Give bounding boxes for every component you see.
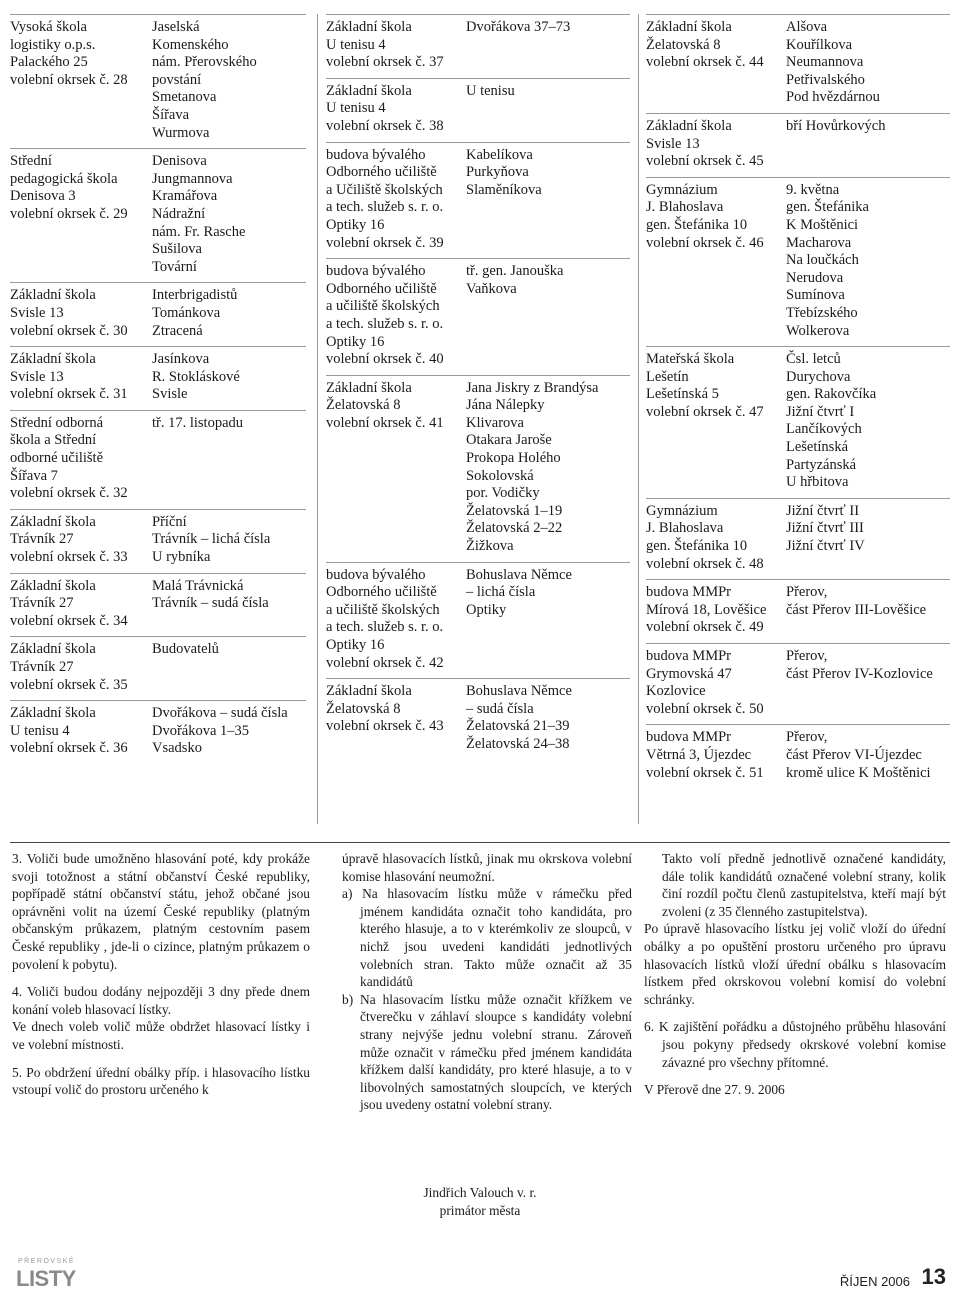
polling-station: Základní škola Svisle 13 volební okrsek č. 31 <box>10 351 128 403</box>
polling-station: budova bývalého Odborného učiliště a učiliště školských a tech. služeb s. r. o. Optiky 16 volební okrsek č. 42 <box>326 566 444 671</box>
polling-station: Gymnázium J. Blahoslava gen. Štefánika 10 volební okrsek č. 46 <box>646 181 764 251</box>
instruction-5b-cont: Takto volí předně jednotlivě označené kandidáty, dále tolik kandidátů označené volební strany, kolik činí rozdíl počtu členů zastupitelstva, kteří mají být zvoleni (z 35 členného zastupitelstva). <box>662 851 946 919</box>
district-entry <box>646 644 950 725</box>
street-list: Přerov, část Přerov IV-Kozlovice <box>786 648 933 682</box>
polling-station: budova bývalého Odborného učiliště a Učiliště školských a tech. služeb s. r. o. Optiky 16 volební okrsek č. 39 <box>326 146 444 251</box>
instruction-5b: b) Na hlasovacím lístku může označit křížkem ve čtverečku v záhlaví sloupce s kandidáty volební strany nejvýše jednu volební stranu. Zároveň může označit v rámečku před jménem kandidáta křížkem další kandidáty, pro které hlasuje, a to v libovolných samostatných sloupcích, ve kterých jsou uvedeny ostatní volební strany. <box>342 991 632 1113</box>
district-entry <box>326 679 630 759</box>
district-entry <box>646 580 950 644</box>
polling-station: Základní škola Želatovská 8 volební okrsek č. 44 <box>646 19 764 71</box>
district-entry <box>10 510 306 574</box>
street-list: Bohuslava Němce – sudá čísla Želatovská 21–39 Želatovská 24–38 <box>466 683 572 752</box>
polling-station: Střední pedagogická škola Denisova 3 volební okrsek č. 29 <box>10 153 128 222</box>
instruction-4-note: Ve dnech voleb volič může obdržet hlasovací lístky i ve volební místnosti. <box>12 1019 310 1052</box>
polling-station: budova MMPr Grymovská 47 Kozlovice volební okrsek č. 50 <box>646 648 764 717</box>
polling-station: Základní škola Svisle 13 volební okrsek č. 30 <box>10 287 128 339</box>
polling-station: Základní škola U tenisu 4 volební okrsek č. 38 <box>326 82 444 134</box>
district-entry <box>646 114 950 178</box>
instructions-column-3 <box>644 850 946 1109</box>
district-entry <box>326 15 630 79</box>
polling-station: Základní škola U tenisu 4 volební okrsek č. 36 <box>10 705 128 757</box>
polling-station: Základní škola Želatovská 8 volební okrsek č. 43 <box>326 683 444 735</box>
publication-logo: LISTY <box>16 1266 76 1291</box>
district-entry <box>10 283 306 347</box>
street-list: Čsl. letců Durychova gen. Rakovčíka Jižní čtvrť I Lančíkových Lešetínská Partyzánská U hřbitova <box>786 351 877 491</box>
street-list: Přerov, část Přerov III-Lověšice <box>786 584 927 618</box>
polling-station: Základní škola Želatovská 8 volební okrsek č. 41 <box>326 379 444 431</box>
page-number: 13 <box>921 1264 946 1289</box>
street-list: bří Hovůrkových <box>786 117 886 134</box>
column-divider <box>317 14 318 824</box>
street-list: Přerov, část Přerov VI-Újezdec kromě ulice K Moštěnici <box>786 729 931 781</box>
district-entry <box>10 15 306 149</box>
instruction-5-cont: úpravě hlasovacích lístků, jinak mu okrskova volební komise hlasování neumožní. <box>342 851 632 884</box>
street-list: Bohuslava Němce – lichá čísla Optiky <box>466 566 572 618</box>
signature-block <box>380 1184 580 1220</box>
instruction-5-final: Po úpravě hlasovacího lístku jej volič vloží do úřední obálky a po opuštění prostoru určeného pro úpravu hlasovacích lístků vloží úřední obálku s hlasovacím lístkem před okrskovou volební komisí do volební schránky. <box>644 921 946 1007</box>
polling-station: Střední odborná škola a Střední odborné učiliště Šířava 7 volební okrsek č. 32 <box>10 414 128 502</box>
instruction-5: 5. Po obdržení úřední obálky příp. i hlasovacího lístku vstoupí volič do prostoru určeného k <box>12 1064 310 1098</box>
polling-station: Základní škola Trávník 27 volební okrsek č. 33 <box>10 513 128 566</box>
street-list: Dvořákova 37–73 <box>466 19 571 35</box>
district-column-1 <box>10 14 306 825</box>
street-list: 9. května gen. Štefánika K Moštěnici Macharova Na loučkách Nerudova Sumínova Třebízského Wolkerova <box>786 181 869 339</box>
district-entry <box>646 347 950 499</box>
street-list: U tenisu <box>466 82 515 99</box>
instructions-column-2 <box>342 850 632 1124</box>
district-entry <box>10 411 306 510</box>
instructions-column-1 <box>12 850 310 1109</box>
signatory-title: primátor města <box>439 1203 521 1218</box>
logo-subtitle: PŘEROVSKÉ <box>18 1258 76 1265</box>
district-column-2 <box>326 14 630 825</box>
street-list: tř. 17. listopadu <box>152 414 244 431</box>
polling-station: budova MMPr Mírová 18, Lověšice volební okrsek č. 49 <box>646 584 767 636</box>
column-divider <box>638 14 639 824</box>
polling-station: Mateřská škola Lešetín Lešetínská 5 volební okrsek č. 47 <box>646 351 764 420</box>
district-entry <box>646 499 950 580</box>
document-date: V Přerově dne 27. 9. 2006 <box>644 1082 785 1098</box>
street-list: Jižní čtvrť II Jižní čtvrť III Jižní čtvrť IV <box>786 502 865 555</box>
polling-station: Vysoká škola logistiky o.p.s. Palackého 25 volební okrsek č. 28 <box>10 19 128 88</box>
street-list: Denisova Jungmannova Kramářova Nádražní nám. Fr. Rasche Sušilova Tovární <box>152 153 246 275</box>
polling-station: Základní škola Trávník 27 volební okrsek č. 34 <box>10 577 128 629</box>
district-entry <box>10 347 306 411</box>
street-list: Kabelíkova Purkyňova Slaměníkova <box>466 146 542 198</box>
district-column-3 <box>646 14 950 825</box>
district-entry <box>646 178 950 347</box>
polling-station: budova MMPr Větrná 3, Újezdec volební okrsek č. 51 <box>646 729 764 781</box>
street-list: Budovatelů <box>152 641 219 658</box>
district-entry <box>326 376 630 563</box>
instruction-5a: a) Na hlasovacím lístku může v rámečku před jménem kandidáta označit toho kandidáta, pro kterého hlasuje, a to v kterémkoliv ze sloupců, v nichž jsou uvedeni kandidáti jednotlivých volebních stran. Takto může označit až 35 kandidátů <box>342 886 632 990</box>
district-entry <box>326 79 630 143</box>
polling-station: Základní škola U tenisu 4 volební okrsek č. 37 <box>326 19 444 71</box>
street-list: Příční Trávník – lichá čísla U rybníka <box>152 513 271 566</box>
street-list: Alšova Kouřílkova Neumannova Petřivalského Pod hvězdárnou <box>786 19 880 106</box>
district-entry <box>10 701 306 764</box>
polling-station: Základní škola Svisle 13 volební okrsek č. 45 <box>646 117 764 170</box>
instruction-4: 4. Voliči budou dodány nejpozději 3 dny přede dnem konání voleb hlasovací lístky. <box>12 984 310 1017</box>
district-entry <box>326 563 630 680</box>
instruction-3: 3. Voliči bude umožněno hlasování poté, kdy prokáže svoji totožnost a státní občanství České republiky, popřípadě státní občanství státu, jehož občané jsou oprávněni volit na území České republiky (platným občanským průkazem, platným cestovním pasem České republiky , jde-li o cizince, platným průkazem o povolení k pobytu). <box>12 851 310 972</box>
district-entry <box>326 143 630 260</box>
street-list: tř. gen. Janouška Vaňkova <box>466 263 564 297</box>
district-entry <box>326 259 630 376</box>
signatory-name: Jindřich Valouch v. r. <box>423 1185 537 1200</box>
polling-station: budova bývalého Odborného učiliště a učiliště školských a tech. služeb s. r. o. Optiky 16 volební okrsek č. 40 <box>326 263 444 368</box>
street-list: Jasínkova R. Stokláskové Svisle <box>152 351 240 403</box>
instruction-6: 6. K zajištění pořádku a důstojného průběhu hlasování jsou pokyny předsedy okrskové volební komise závazné pro všechny přítomné. <box>644 1019 946 1070</box>
district-entry <box>10 149 306 283</box>
polling-station: Gymnázium J. Blahoslava gen. Štefánika 10 volební okrsek č. 48 <box>646 502 764 572</box>
polling-station: Základní škola Trávník 27 volební okrsek č. 35 <box>10 641 128 693</box>
issue-label: ŘÍJEN 2006 <box>839 1274 910 1289</box>
street-list: Jaselská Komenského nám. Přerovského povstání Smetanova Šířava Wurmova <box>152 19 257 141</box>
district-entry <box>10 574 306 638</box>
district-entry <box>646 725 950 788</box>
district-entry <box>10 637 306 701</box>
street-list: Dvořákova – sudá čísla Dvořákova 1–35 Vsadsko <box>152 705 288 757</box>
street-list: Jana Jiskry z Brandýsa Jána Nálepky Klivarova Otakara Jaroše Prokopa Holého Sokolovská por. Vodičky Želatovská 1–19 Želatovská 2–22 Žižkova <box>466 379 599 555</box>
street-list: Malá Trávnická Trávník – sudá čísla <box>152 577 269 612</box>
street-list: Interbrigadistů Tománkova Ztracená <box>152 287 238 339</box>
page-footer <box>10 1258 950 1291</box>
section-divider <box>10 842 950 843</box>
district-entry <box>646 15 950 114</box>
